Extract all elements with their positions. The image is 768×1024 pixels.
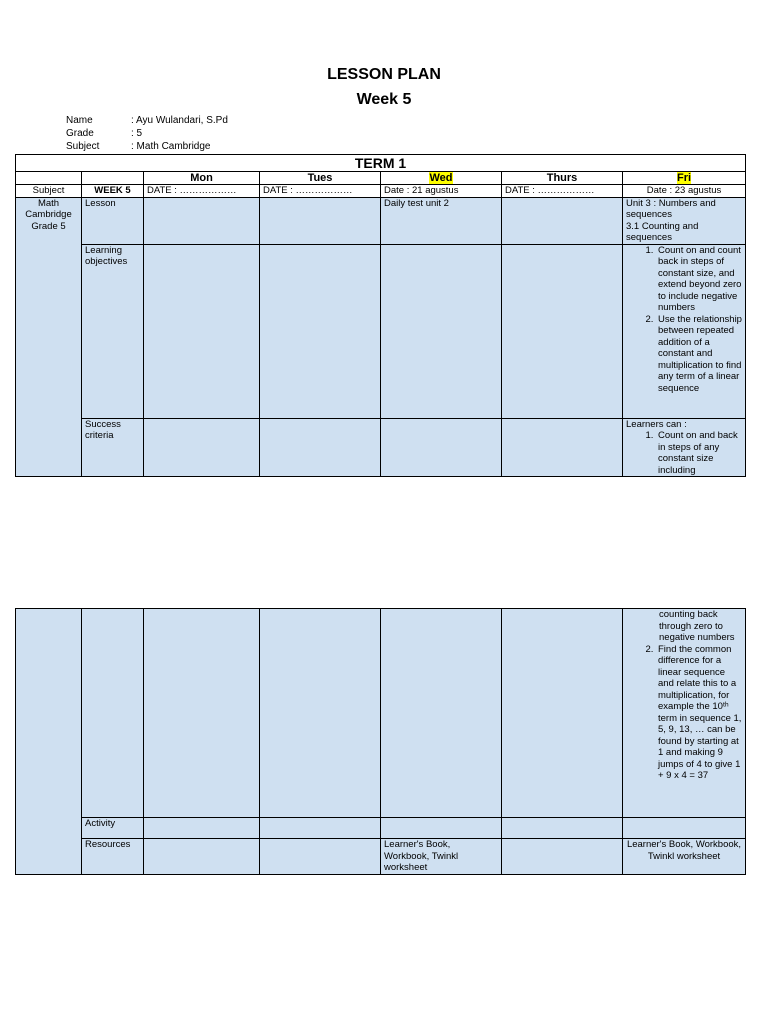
info-value: : 5 — [131, 128, 143, 139]
page-title: LESSON PLAN — [327, 66, 441, 83]
lesson-mon — [144, 197, 260, 244]
teacher-info — [66, 114, 228, 153]
success-list — [626, 430, 742, 476]
lesson-thurs — [502, 197, 623, 244]
lesson-fri — [623, 197, 746, 244]
success-fri — [623, 418, 746, 477]
activity-thurs — [502, 818, 623, 839]
day-header-fri-label: Fri — [676, 172, 692, 184]
objectives-mon — [144, 244, 260, 418]
row-label-success: Success criteria — [82, 418, 144, 477]
objective-item: 2. Use the relationship between repeated addition of a constant and multiplication to find any term of a linear sequence — [656, 314, 742, 395]
success-item: 1. Count on and back in steps of any constant size including — [656, 430, 742, 476]
header-empty — [16, 172, 82, 185]
info-name-row — [66, 114, 228, 127]
objective-item: 1. Count on and count back in steps of constant size, and extend beyond zero to include negative numbers — [656, 245, 742, 314]
date-tues: DATE : ……………… — [260, 185, 381, 198]
lesson-fri-unit: Unit 3 : Numbers and sequences — [626, 197, 716, 220]
date-mon: DATE : ……………… — [144, 185, 260, 198]
objectives-wed — [381, 244, 502, 418]
subject-label: Subject — [16, 185, 82, 198]
objectives-tues — [260, 244, 381, 418]
info-key: Name — [66, 115, 93, 126]
resources-fri: Learner's Book, Workbook, Twinkl worksheet — [623, 839, 746, 875]
success-mon — [144, 418, 260, 477]
day-header-thurs: Thurs — [502, 172, 623, 185]
info-subject-row — [66, 140, 228, 153]
lesson-plan-table-continued — [15, 608, 746, 875]
info-value: : Math Cambridge — [131, 141, 211, 152]
lesson-plan-table — [15, 154, 746, 477]
objectives-list — [626, 245, 742, 395]
date-fri: Date : 23 agustus — [623, 185, 746, 198]
day-header-wed-label: Wed — [429, 172, 453, 184]
objectives-fri — [623, 244, 746, 418]
success-item-continued: counting back through zero to negative numbers — [659, 609, 735, 643]
row-label-resources: Resources — [82, 839, 144, 875]
info-grade-row — [66, 127, 228, 140]
row-label-activity: Activity — [82, 818, 144, 839]
success-item: 2. Find the common difference for a linear sequence and relate this to a multiplication, for example the 10ᵗʰ term in sequence 1, 5, 9, 13, … can be found by starting at 1 and making 9 jumps of 4 to give 1 + 9 x 4 = 37 — [656, 644, 742, 782]
date-wed: Date : 21 agustus — [381, 185, 502, 198]
success-thurs-continued — [502, 609, 623, 818]
objectives-thurs — [502, 244, 623, 418]
lesson-fri-section: 3.1 Counting and sequences — [626, 220, 699, 243]
resources-tues — [260, 839, 381, 875]
row-label-lesson: Lesson — [82, 197, 144, 244]
success-intro: Learners can : — [626, 418, 687, 430]
page-subtitle: Week 5 — [356, 91, 412, 108]
activity-wed — [381, 818, 502, 839]
success-wed — [381, 418, 502, 477]
day-header-mon: Mon — [144, 172, 260, 185]
day-header-tues: Tues — [260, 172, 381, 185]
info-key: Grade — [66, 128, 94, 139]
success-list-continued — [626, 644, 742, 782]
resources-mon — [144, 839, 260, 875]
success-thurs — [502, 418, 623, 477]
info-value: : Ayu Wulandari, S.Pd — [131, 115, 228, 126]
activity-tues — [260, 818, 381, 839]
subject-cell: Math Cambridge Grade 5 — [16, 197, 82, 477]
date-thurs: DATE : ……………… — [502, 185, 623, 198]
success-tues — [260, 418, 381, 477]
day-header-wed — [381, 172, 502, 185]
row-label-objectives: Learning objectives — [82, 244, 144, 418]
info-key: Subject — [66, 141, 100, 152]
header-empty — [82, 172, 144, 185]
lesson-wed: Daily test unit 2 — [381, 197, 502, 244]
success-fri-continued — [623, 609, 746, 818]
activity-mon — [144, 818, 260, 839]
success-tues-continued — [260, 609, 381, 818]
lesson-tues — [260, 197, 381, 244]
success-wed-continued — [381, 609, 502, 818]
success-label-continued — [82, 609, 144, 818]
day-header-fri — [623, 172, 746, 185]
week-label: WEEK 5 — [82, 185, 144, 198]
resources-thurs — [502, 839, 623, 875]
term-heading: TERM 1 — [16, 155, 746, 172]
resources-wed: Learner's Book, Workbook, Twinkl worksheet — [381, 839, 502, 875]
success-mon-continued — [144, 609, 260, 818]
subject-cell-continued — [16, 609, 82, 875]
activity-fri — [623, 818, 746, 839]
